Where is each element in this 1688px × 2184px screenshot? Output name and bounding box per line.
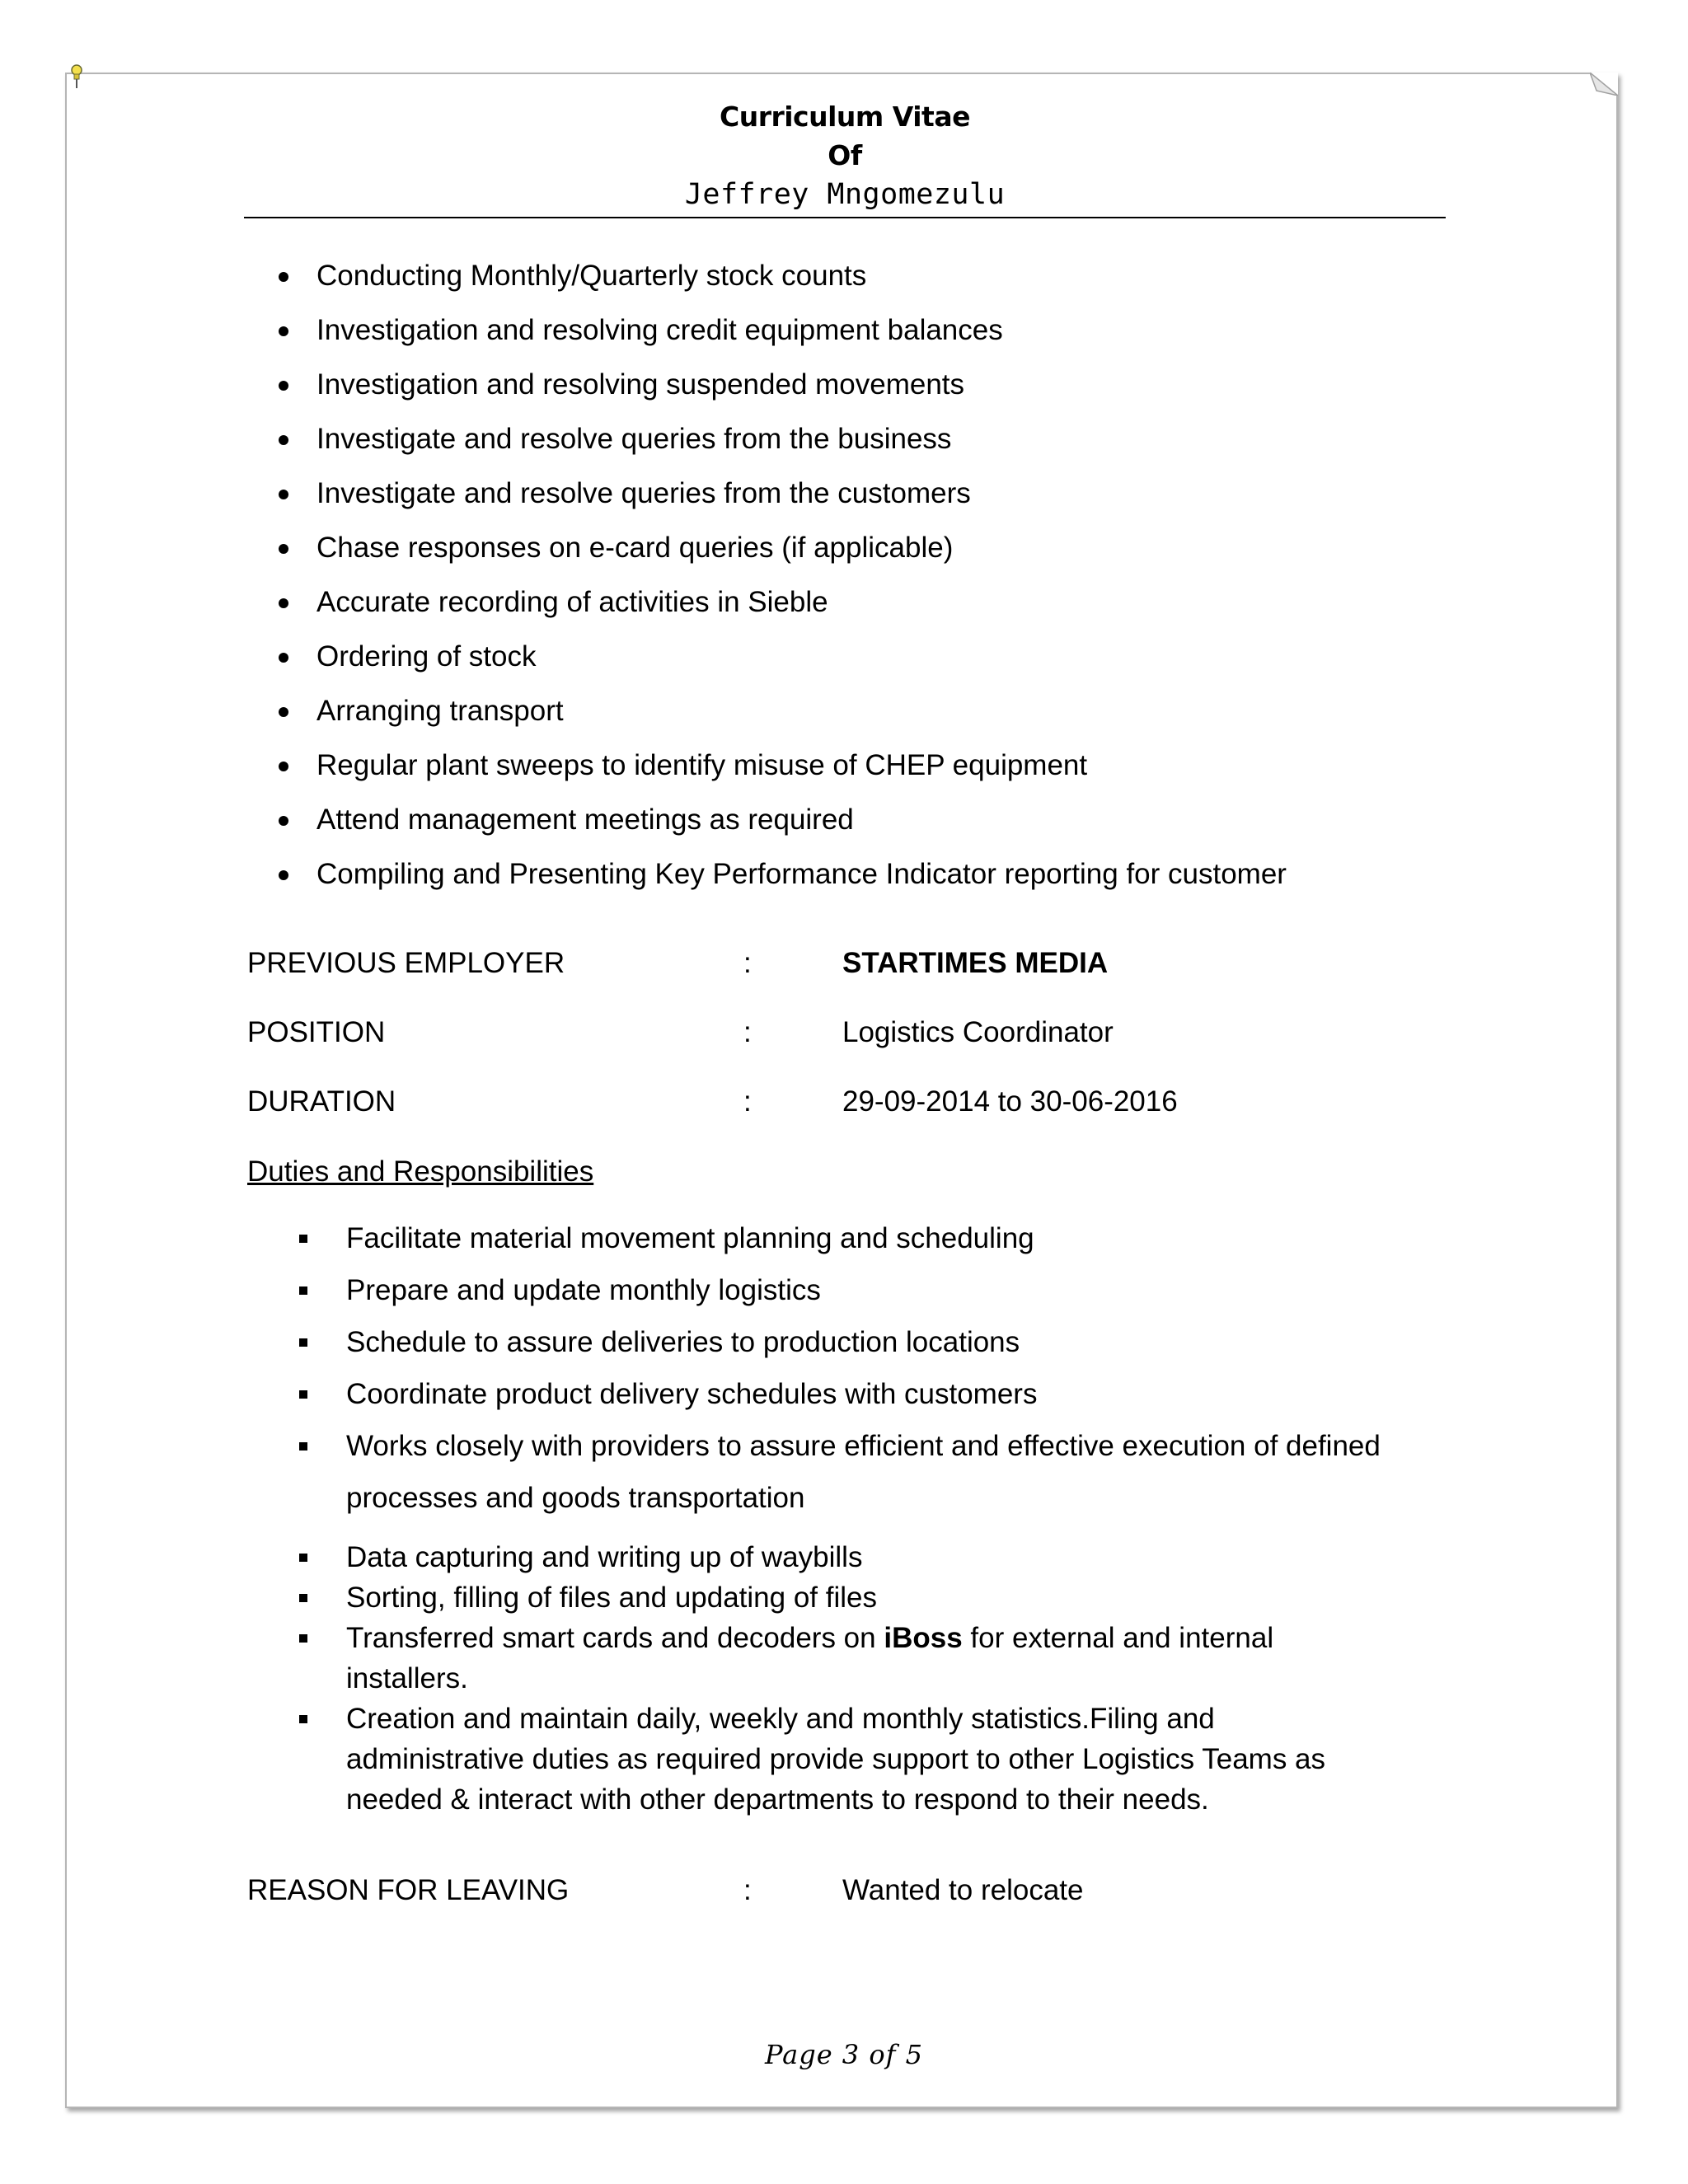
list-item: Investigation and resolving credit equipment balances [272, 314, 1287, 368]
square-bullet-icon [299, 1634, 307, 1643]
reason-label: REASON FOR LEAVING [247, 1874, 570, 1906]
square-bullet-icon [299, 1286, 307, 1295]
list-item: Regular plant sweeps to identify misuse of CHEP equipment [272, 749, 1287, 804]
list-item: Schedule to assure deliveries to production locations [297, 1316, 1381, 1368]
list-item: Arranging transport [272, 695, 1287, 749]
list-item: Attend management meetings as required [272, 804, 1287, 858]
list-item: Coordinate product delivery schedules with customers [297, 1368, 1381, 1420]
bullet-icon [279, 435, 288, 445]
reason-colon: : [743, 1874, 752, 1906]
header-rule [244, 217, 1446, 218]
list-item: Investigate and resolve queries from the customers [272, 477, 1287, 532]
list-item: Sorting, filling of files and updating of files [297, 1577, 1325, 1618]
list-item: Ordering of stock [272, 640, 1287, 695]
page-number: Page 3 of 5 [765, 2039, 923, 2070]
square-bullet-icon [299, 1442, 307, 1451]
duties-heading: Duties and Responsibilities [247, 1155, 594, 1188]
page-corner-fold-icon [1590, 73, 1618, 96]
list-item: Conducting Monthly/Quarterly stock counts [272, 260, 1287, 314]
cv-header [244, 97, 1446, 214]
bullet-icon [279, 653, 288, 663]
list-item: Prepare and update monthly logistics [297, 1264, 1381, 1316]
duration-value: 29-09-2014 to 30-06-2016 [842, 1085, 1178, 1118]
pushpin-icon [69, 64, 84, 89]
square-bullet-icon [299, 1390, 307, 1399]
position-value: Logistics Coordinator [842, 1016, 1114, 1048]
duties-list-secondary [297, 1537, 1325, 1820]
cv-title: Curriculum Vitae [719, 101, 970, 133]
list-item: Transferred smart cards and decoders on iBoss for external and internal installers. [297, 1618, 1325, 1699]
list-item: Creation and maintain daily, weekly and monthly statistics.Filing and administrative duties as required provide support to other Logistics Teams as needed & interact with other departments to respond to their needs. [297, 1699, 1325, 1820]
list-item: Investigation and resolving suspended movements [272, 368, 1287, 423]
list-item: Works closely with providers to assure efficient and effective execution of defined processes and goods transportation [297, 1420, 1381, 1524]
list-item: Facilitate material movement planning and scheduling [297, 1212, 1381, 1264]
previous-duties-list [272, 260, 1287, 912]
bullet-icon [279, 598, 288, 608]
list-item: Data capturing and writing up of waybills [297, 1537, 1325, 1577]
square-bullet-icon [299, 1554, 307, 1562]
employer-colon: : [743, 947, 752, 979]
list-item: Accurate recording of activities in Sieble [272, 586, 1287, 640]
bullet-icon [279, 816, 288, 826]
position-label: POSITION [247, 1016, 386, 1048]
bullet-icon [279, 272, 288, 282]
duties-list-primary [297, 1212, 1381, 1524]
bullet-icon [279, 762, 288, 771]
employer-label: PREVIOUS EMPLOYER [247, 947, 565, 979]
duration-label: DURATION [247, 1085, 396, 1118]
square-bullet-icon [299, 1715, 307, 1723]
bullet-icon [279, 381, 288, 391]
bullet-icon [279, 707, 288, 717]
bullet-icon [279, 870, 288, 880]
reason-value: Wanted to relocate [842, 1874, 1084, 1906]
list-item: Chase responses on e-card queries (if applicable) [272, 532, 1287, 586]
duration-colon: : [743, 1085, 752, 1118]
bullet-icon [279, 490, 288, 499]
list-item: Investigate and resolve queries from the business [272, 423, 1287, 477]
square-bullet-icon [299, 1235, 307, 1243]
bullet-icon [279, 326, 288, 336]
square-bullet-icon [299, 1338, 307, 1347]
square-bullet-icon [299, 1594, 307, 1602]
position-colon: : [743, 1016, 752, 1048]
bullet-icon [279, 544, 288, 554]
employer-value: STARTIMES MEDIA [842, 947, 1109, 979]
cv-of: Of [828, 139, 862, 171]
list-item: Compiling and Presenting Key Performance Indicator reporting for customer [272, 858, 1287, 912]
cv-name: Jeffrey Mngomezulu [684, 178, 1006, 211]
